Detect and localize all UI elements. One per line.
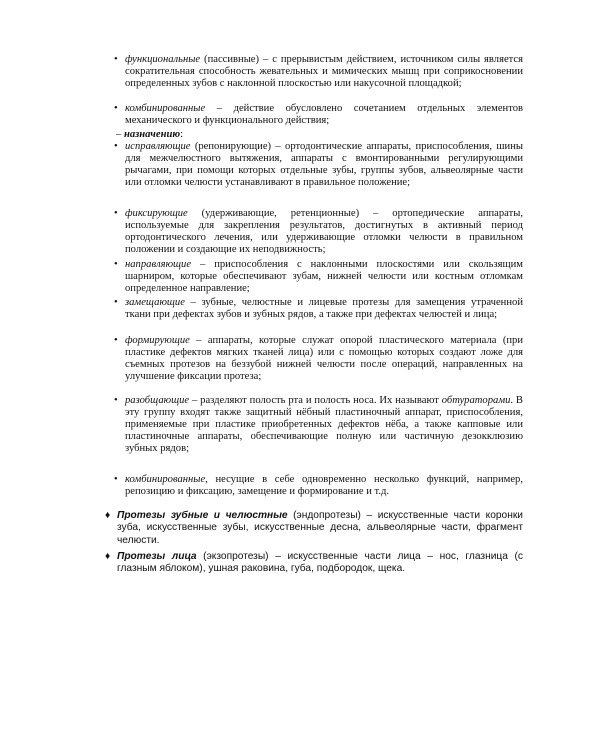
list-item-text: – зубные, челюстные и лицевые протезы для замещения утраченной ткани при дефектах зубов и зубных рядов, а также при дефектах челюстей и лица; xyxy=(125,297,523,320)
list-item-term: Протезы лица xyxy=(117,551,197,562)
list-item-text: – приспособления с наклонными плоскостями или скользящим шарниром, которые обеспечивают зубам, нижней челюсти или костным отломкам определенное направление; xyxy=(125,259,523,294)
list-item xyxy=(105,551,524,576)
list-item-term: комбинированные xyxy=(125,103,206,114)
diamond-bullet-icon: ♦ xyxy=(105,510,111,521)
list-item-text: (репонирующие) – ортодонтические аппараты, приспособления, шины для межчелюстного вытяжения, аппараты с вмонтированными регулирующими рычагами, при помощи которых отдельные зубы, группы зубов, альвеолярные части или отломки челюсти устанавливают в правильное положение; xyxy=(125,141,523,188)
list-item-term: разобщающие xyxy=(125,395,190,406)
diamond-bullet-icon: ♦ xyxy=(105,551,111,562)
list-item-text: , несущие в себе одновременно несколько функций, например, репозицию и фиксацию, замещение и формирование и т.д. xyxy=(125,474,523,497)
list-item-text: (эндопротезы) – искусственные части коронки зуба, искусственные зубы, искусственные десна, альвеолярные части, фрагмент челюсти. xyxy=(117,510,523,546)
list-item-text: (пассивные) – с прерывистым действием, источником силы является сократительная способность жевательных и мимических мышц при соприкосновении определенных зубов с наклонной плоскостью или накусочной площадкой; xyxy=(125,54,523,89)
heading-dash: – xyxy=(116,129,122,140)
list-item xyxy=(114,141,523,189)
list-item-text: – действие обусловлено сочетанием отдельных элементов механического и функционального действия; xyxy=(125,103,523,126)
list-item xyxy=(114,474,523,498)
bullet-dot-icon: • xyxy=(114,54,118,65)
list-item xyxy=(105,510,523,547)
list-item-term: замещающие xyxy=(125,297,185,308)
bullet-dot-icon: • xyxy=(114,395,118,406)
list-item-term: комбинированные xyxy=(125,474,206,485)
section-heading xyxy=(116,129,516,141)
list-item xyxy=(114,259,523,295)
list-item-term: функциональные xyxy=(125,54,201,65)
list-item xyxy=(114,54,523,90)
list-item-term: фиксирующие xyxy=(125,208,188,219)
list-item xyxy=(114,335,523,383)
list-item-term: обтураторами xyxy=(441,395,511,406)
bullet-dot-icon: • xyxy=(114,259,118,270)
bullet-dot-icon: • xyxy=(114,103,118,114)
bullet-dot-icon: • xyxy=(114,208,118,219)
list-item-term: Протезы зубные и челюстные xyxy=(117,510,288,521)
heading-text: назначению xyxy=(123,129,181,140)
list-item xyxy=(114,297,523,321)
list-item-text: (удерживающие, ретенционные) – ортопедические аппараты, используемые для закрепления результатов, достигнутых в активный период ортодонтического лечения, или удерживающие отломки челюсти в правильном положении и создающие их неподвижность; xyxy=(125,208,523,255)
bullet-dot-icon: • xyxy=(114,297,118,308)
list-item xyxy=(114,395,523,455)
list-item-text: (экзопротезы) – искусственные части лица – нос, глазница (с глазным яблоком), ушная раковина, губа, подбородок, щека. xyxy=(117,551,524,575)
bullet-dot-icon: • xyxy=(114,335,118,346)
list-item-term: формирующие xyxy=(125,335,190,346)
list-item-text: – разделяют полость рта и полость носа. Их называют xyxy=(189,395,442,406)
list-item-text: – аппараты, которые служат опорой пластического материала (при пластике дефектов мягких тканей лица) или с помощью которых создают ложе для съемных протезов на беззубой нижней челюсти после операций, направленных на улучшение фиксации протеза; xyxy=(125,335,523,382)
bullet-dot-icon: • xyxy=(114,141,118,152)
list-item-text: . В эту группу входят также защитный нёбный пластиночный аппарат, приспособления, применяемые при пластике приобретенных дефектов нёба, а также капповые или пластиночные аппараты, обеспечивающие полную или частичную дезокклюзию зубных рядов; xyxy=(125,395,523,454)
heading-colon: : xyxy=(180,129,184,140)
bullet-dot-icon: • xyxy=(114,474,118,485)
list-item-term: исправляющие xyxy=(125,141,191,152)
list-item-term: направляющие xyxy=(125,259,192,270)
list-item xyxy=(114,208,523,256)
list-item xyxy=(114,103,523,127)
